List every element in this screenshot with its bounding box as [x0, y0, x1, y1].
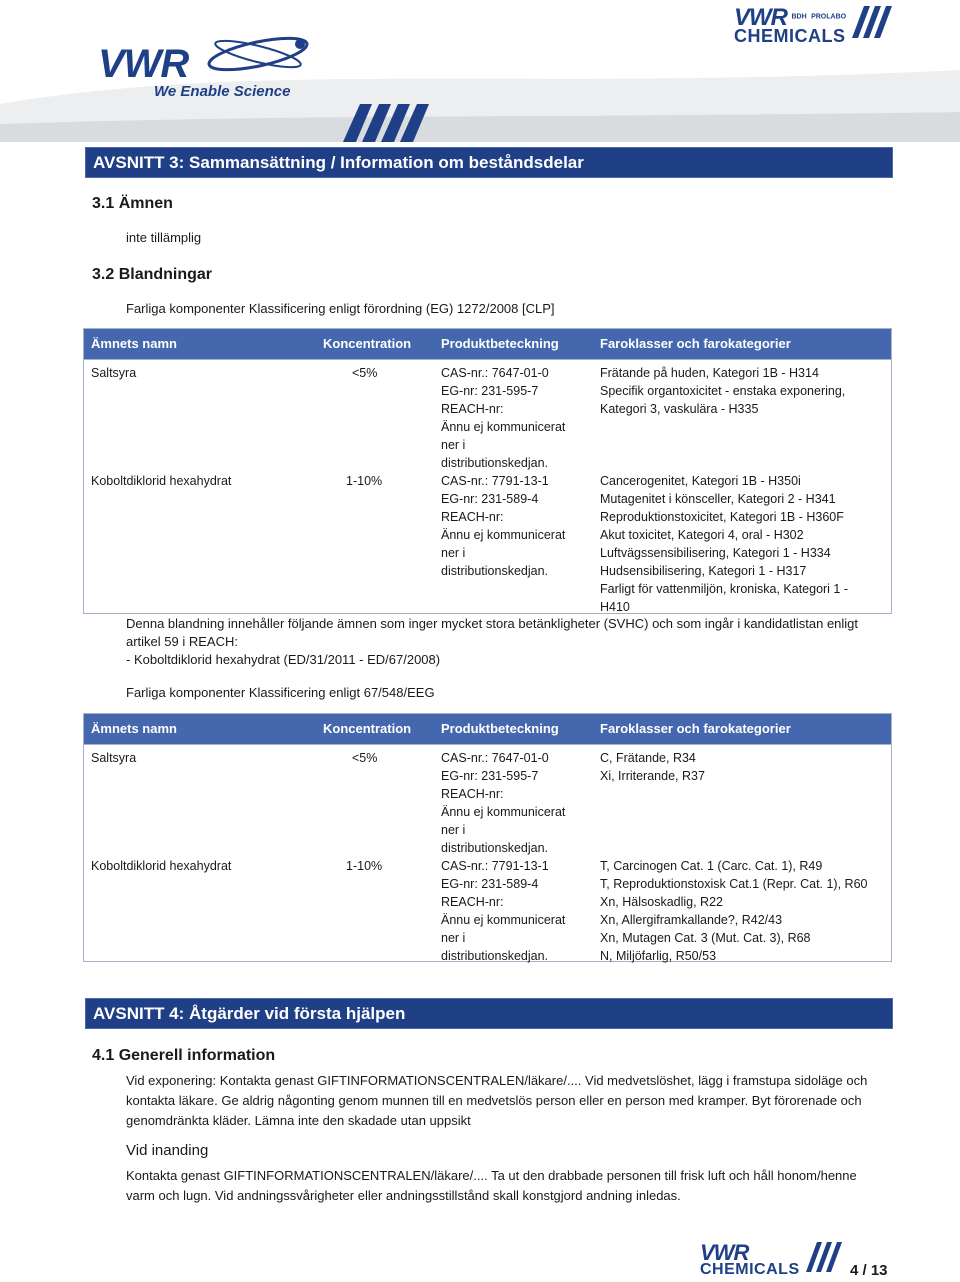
inhalation-heading: Vid inanding: [126, 1142, 209, 1159]
page-number: 4 / 13: [850, 1262, 888, 1279]
clp-intro-text: Farliga komponenter Klassificering enligt förordning (EG) 1272/2008 [CLP]: [126, 301, 555, 316]
table-row-name: Koboltdiklorid hexahydrat: [91, 474, 232, 488]
col-header-name: Ämnets namn: [91, 721, 177, 736]
col-header-hazard: Faroklasser och farokategorier: [600, 721, 791, 736]
product-line: ner i: [441, 438, 466, 452]
vwr-tagline: We Enable Science: [154, 83, 291, 100]
eec-intro-text: Farliga komponenter Klassificering enligt 67/548/EEG: [126, 685, 435, 700]
vwr-chemicals-logo: [734, 4, 846, 47]
product-line: REACH-nr:: [441, 402, 504, 416]
table-row-concentration: 1-10%: [346, 474, 383, 488]
general-info-paragraph: [126, 1071, 867, 1131]
product-line: EG-nr: 231-595-7: [441, 384, 539, 398]
hazard-line: Frätande på huden, Kategori 1B - H314: [600, 366, 819, 380]
col-header-concentration: Koncentration: [323, 336, 412, 351]
product-line: distributionskedjan.: [441, 456, 549, 470]
product-line: ner i: [441, 823, 466, 837]
product-line: ner i: [441, 546, 466, 560]
section4-title: AVSNITT 4: Åtgärder vid första hjälpen: [93, 1003, 406, 1023]
table-row-name: Saltsyra: [91, 366, 137, 380]
eec-components-table: [83, 713, 892, 962]
section-3-1-text: inte tillämplig: [126, 230, 202, 245]
hazard-line: T, Carcinogen Cat. 1 (Carc. Cat. 1), R49: [600, 859, 823, 873]
table-row-name: Saltsyra: [91, 751, 137, 765]
section3-title: AVSNITT 3: Sammansättning / Information om beståndsdelar: [93, 152, 584, 172]
product-line: CAS-nr.: 7647-01-0: [441, 751, 549, 765]
inhalation-paragraph: [126, 1166, 857, 1206]
footer-vwr-chemicals-logo: [700, 1240, 800, 1279]
table-row-product: [441, 749, 565, 857]
product-line: REACH-nr:: [441, 895, 504, 909]
product-line: CAS-nr.: 7791-13-1: [441, 859, 549, 873]
footer-logo-vwr: VWR: [700, 1240, 749, 1265]
table-row-concentration: <5%: [352, 366, 378, 380]
hazard-line: Xn, Mutagen Cat. 3 (Mut. Cat. 3), R68: [600, 931, 811, 945]
product-line: Ännu ej kommunicerat: [441, 913, 566, 927]
product-line: Ännu ej kommunicerat: [441, 420, 566, 434]
col-header-name: Ämnets namn: [91, 336, 177, 351]
product-line: EG-nr: 231-589-4: [441, 492, 539, 506]
table-row-hazard: [600, 364, 845, 418]
paragraph-line: Kontakta genast GIFTINFORMATIONSCENTRALEN/läkare/.... Ta ut den drabbade personen till frisk luft och håll honom/henne: [126, 1168, 857, 1183]
table-row-hazard: [600, 857, 867, 965]
hazard-line: Akut toxicitet, Kategori 4, oral - H302: [600, 528, 804, 542]
hazard-line: N, Miljöfarlig, R50/53: [600, 949, 717, 963]
hazard-line: Reproduktionstoxicitet, Kategori 1B - H360F: [600, 510, 844, 524]
svhc-note-line1: Denna blandning innehåller följande ämnen som inger mycket stora betänkligheter (SVHC) och som ingår i kandidatlistan enligt: [126, 616, 859, 631]
clp-components-table: [83, 328, 892, 614]
hazard-line: H410: [600, 600, 630, 614]
chem-logo-vwr: VWR: [734, 4, 787, 31]
table-row-hazard: [600, 472, 848, 616]
table-row-name: Koboltdiklorid hexahydrat: [91, 859, 232, 873]
paragraph-line: Vid exponering: Kontakta genast GIFTINFORMATIONSCENTRALEN/läkare/.... Vid medvetslöshet, lägg i framstupa sidoläge och: [126, 1073, 868, 1088]
product-line: EG-nr: 231-595-7: [441, 769, 539, 783]
hazard-line: C, Frätande, R34: [600, 751, 696, 765]
product-line: Ännu ej kommunicerat: [441, 528, 566, 542]
table-row-concentration: <5%: [352, 751, 378, 765]
hazard-line: Xn, Hälsoskadlig, R22: [600, 895, 723, 909]
hazard-line: Farligt för vattenmiljön, kroniska, Kategori 1 -: [600, 582, 849, 596]
product-line: CAS-nr.: 7791-13-1: [441, 474, 549, 488]
hazard-line: T, Reproduktionstoxisk Cat.1 (Repr. Cat. 1), R60: [600, 877, 868, 891]
hazard-line: Mutagenitet i könsceller, Kategori 2 - H341: [600, 492, 836, 506]
product-line: ner i: [441, 931, 466, 945]
hazard-line: Kategori 3, vaskulära - H335: [600, 402, 759, 416]
footer-logo-chemicals: CHEMICALS: [700, 1261, 800, 1278]
hazard-line: Xi, Irriterande, R37: [600, 769, 705, 783]
product-line: EG-nr: 231-589-4: [441, 877, 539, 891]
hazard-line: Hudsensibilisering, Kategori 1 - H317: [600, 564, 807, 578]
col-header-hazard: Faroklasser och farokategorier: [600, 336, 791, 351]
svhc-note-line2: artikel 59 i REACH:: [126, 634, 238, 649]
paragraph-line: kontakta läkare. Ge aldrig någonting genom munnen till en medvetslös person eller en person med kramper. Byt förorenade och: [126, 1093, 862, 1108]
chem-logo-chemicals: CHEMICALS: [734, 26, 846, 46]
hazard-line: Xn, Allergiframkallande?, R42/43: [600, 913, 783, 927]
product-line: distributionskedjan.: [441, 841, 549, 855]
chem-logo-bdh: BDH: [791, 13, 807, 21]
vwr-logo-text: VWR: [98, 42, 189, 86]
section4-title-bar: [85, 998, 893, 1029]
table-row-concentration: 1-10%: [346, 859, 383, 873]
footer-logo-stripes-icon: [806, 1242, 842, 1272]
clp-table-header: [84, 329, 891, 360]
paragraph-line: varm och lugn. Vid andningssvårigheter eller andningsstillstånd skall konstgjord andning inledas.: [126, 1188, 681, 1203]
col-header-concentration: Koncentration: [323, 721, 412, 736]
col-header-product: Produktbeteckning: [441, 721, 559, 736]
paragraph-line: genomdränkta kläder. Lämna inte den skadade utan uppsikt: [126, 1113, 471, 1128]
product-line: Ännu ej kommunicerat: [441, 805, 566, 819]
product-line: CAS-nr.: 7647-01-0: [441, 366, 549, 380]
hazard-line: Specifik organtoxicitet - enstaka exponering,: [600, 384, 846, 398]
product-line: REACH-nr:: [441, 787, 504, 801]
product-line: distributionskedjan.: [441, 564, 549, 578]
hazard-line: Cancerogenitet, Kategori 1B - H350i: [600, 474, 801, 488]
chem-logo-prolabo: PROLABO: [811, 13, 847, 21]
svhc-note-line3: - Koboltdiklorid hexahydrat (ED/31/2011 - ED/67/2008): [126, 652, 441, 667]
hazard-line: Luftvägssensibilisering, Kategori 1 - H334: [600, 546, 831, 560]
table-row-hazard: [600, 749, 705, 785]
section-3-1-heading: 3.1 Ämnen: [92, 195, 173, 212]
section-4-1-heading: 4.1 Generell information: [92, 1047, 276, 1064]
table-row-product: [441, 364, 565, 472]
product-line: distributionskedjan.: [441, 949, 549, 963]
col-header-product: Produktbeteckning: [441, 336, 559, 351]
product-line: REACH-nr:: [441, 510, 504, 524]
page-header: [0, 0, 960, 142]
section3-title-bar: [85, 147, 893, 178]
table-row-product: [441, 472, 565, 580]
eec-table-header: [84, 714, 891, 745]
chem-logo-stripes-icon: [852, 6, 892, 38]
section-3-2-heading: 3.2 Blandningar: [92, 266, 213, 283]
table-row-product: [441, 857, 565, 965]
atom-swirl-icon: [200, 34, 310, 76]
